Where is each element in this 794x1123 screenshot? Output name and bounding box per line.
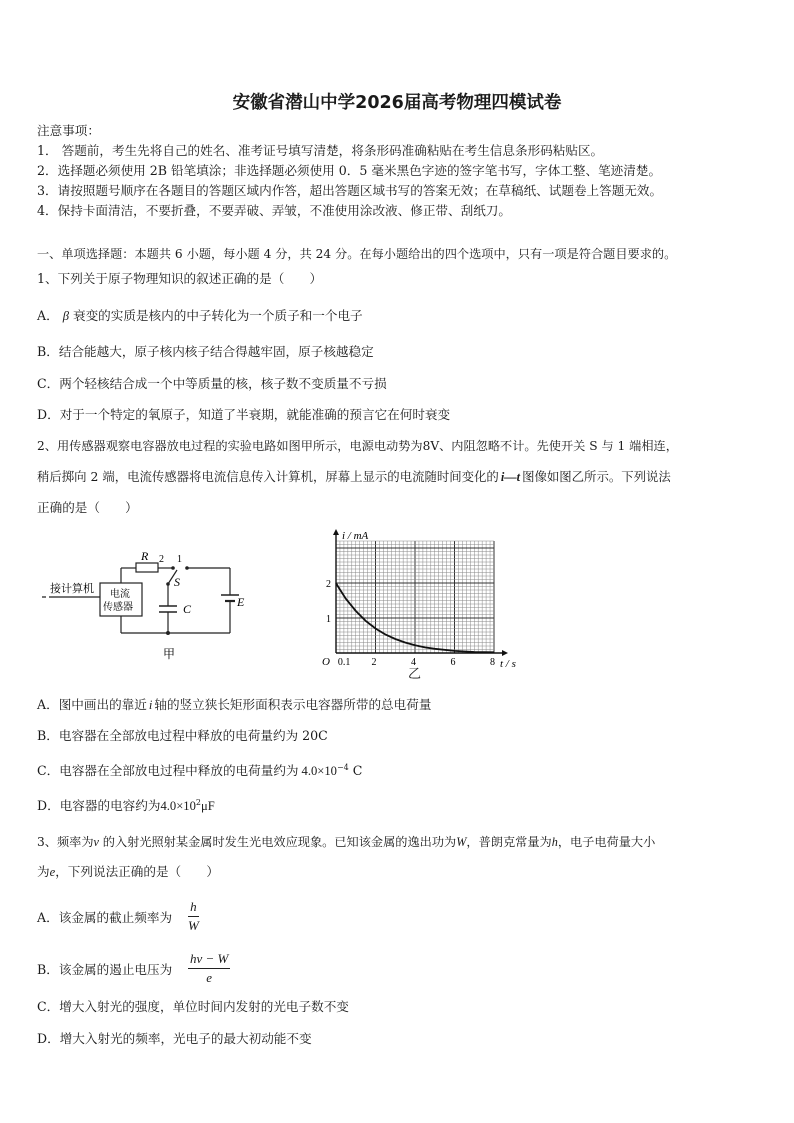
- q1-option-a: [37, 308, 363, 324]
- y-axis-label: i / mA: [342, 530, 369, 542]
- notice-item-2: 2．选择题必须使用 2B 铅笔填涂；非选择题必须使用 0．5 毫米黑色字迹的签字笔书写，字体工整、笔迹清楚。: [37, 163, 662, 178]
- fraction-numerator: hν − W: [188, 951, 230, 969]
- q1-option-a-label: A．: [37, 308, 59, 323]
- q3-stem-1d: ，电子电荷量大小: [557, 835, 656, 849]
- q2-stem-line2-a: 稍后掷向 2 端，电流传感器将电流信息传入计算机，屏幕上显示的电流随时间变化的: [37, 469, 499, 484]
- q2-option-d-value: 4.0×10: [160, 799, 196, 814]
- q1-option-a-text: 衰变的实质是核内的中子转化为一个质子和一个电子: [72, 308, 363, 323]
- q2-option-a-1: A．图中画出的靠近: [37, 697, 147, 712]
- q3-option-d: D．增大入射光的频率，光电子的最大初动能不变: [37, 1031, 312, 1046]
- chart-grid: [336, 541, 494, 653]
- nu-symbol: ν: [93, 835, 99, 849]
- computer-label: 接计算机: [50, 583, 94, 595]
- i-symbol: i: [148, 698, 153, 712]
- q3-stem-1b: 的入射光照射某金属时发生光电效应现象。已知该金属的逸出功为: [98, 835, 457, 849]
- label-E: E: [237, 595, 245, 609]
- q3-option-a-fraction: [188, 899, 199, 934]
- fraction-denominator: W: [188, 918, 199, 933]
- q1-stem: 1、下列关于原子物理知识的叙述正确的是（ ）: [37, 271, 323, 286]
- label-C: C: [183, 602, 192, 616]
- origin-label: O: [322, 656, 330, 668]
- q2-option-b: B．电容器在全部放电过程中释放的电荷量约为 20C: [37, 728, 328, 743]
- section-heading: 一、单项选择题：本题共 6 小题，每小题 4 分，共 24 分。在每小题给出的四个选项中，只有一项是符合题目要求的。: [37, 247, 677, 261]
- caption-jia: 甲: [163, 647, 176, 661]
- q2-stem-line2-b: 图像如图乙所示。下列说法: [522, 469, 671, 484]
- it-symbol: i—t: [500, 470, 521, 484]
- sensor-label-1: 电流: [110, 589, 130, 600]
- y-tick-label: 2: [326, 579, 331, 590]
- label-R: R: [141, 549, 149, 563]
- x-tick-label: 0.1: [337, 657, 351, 668]
- q2-option-c: [37, 760, 362, 779]
- q3-stem-1a: 3、频率为: [37, 835, 94, 849]
- q3-stem-2a: 为: [37, 864, 50, 879]
- q2-option-d-1: D．电容器的电容约为: [37, 798, 161, 814]
- label-S: S: [174, 575, 180, 589]
- x-tick-label: 6: [450, 657, 456, 668]
- q2-stem-line1: 2、用传感器观察电容器放电过程的实验电路如图甲所示，电源电动势为8V、内阻忽略不计。先使开关 S 与 1 端相连，: [37, 439, 678, 453]
- q2-option-c-value: 4.0×10: [301, 764, 337, 779]
- q1-option-c: C．两个轻核结合成一个中等质量的核，核子数不变质量不亏损: [37, 376, 387, 391]
- fraction-numerator: h: [188, 899, 199, 917]
- q2-option-a-2: 轴的竖立狭长矩形面积表示电容器所带的总电荷量: [154, 697, 432, 712]
- notice-heading: 注意事项：: [37, 123, 100, 138]
- e-symbol: e: [49, 865, 56, 879]
- q3-stem-line2: [37, 864, 219, 880]
- W-symbol: W: [456, 835, 467, 849]
- x-tick-label: 2: [371, 657, 377, 668]
- x-axis-label: t / s: [500, 658, 516, 670]
- caption-yi: 乙: [408, 667, 422, 682]
- q3-stem-2b: ，下列说法正确的是（ ）: [55, 864, 219, 879]
- notice-item-3: 3．请按照题号顺序在各题目的答题区域内作答，超出答题区域书写的答案无效；在草稿纸、试题卷上答题无效。: [37, 183, 663, 198]
- x-tick-label: 4: [411, 657, 416, 668]
- q3-stem-1c: ，普朗克常量为: [466, 835, 552, 849]
- q2-option-d-exponent: 2: [195, 798, 201, 807]
- current-time-chart: [312, 527, 532, 683]
- q2-option-c-exponent: −4: [336, 763, 349, 772]
- q3-stem-line1: [37, 834, 655, 850]
- q2-stem-line3: 正确的是（ ）: [37, 500, 138, 515]
- q3-option-b-fraction: [188, 951, 230, 986]
- q2-option-c-1: C．电容器在全部放电过程中释放的电荷量约为: [37, 763, 299, 779]
- q2-stem-line2: [37, 469, 671, 485]
- h-symbol: h: [551, 835, 558, 849]
- q2-option-d: [37, 795, 215, 814]
- resistor: [136, 563, 158, 572]
- fraction-denominator: e: [206, 970, 213, 985]
- q2-option-d-unit: μF: [201, 799, 215, 814]
- x-tick-label: 8: [490, 657, 495, 668]
- y-axis-arrow: [333, 529, 339, 535]
- label-2: 2: [159, 554, 164, 565]
- q1-option-d: D．对于一个特定的氧原子，知道了半衰期，就能准确的预言它在何时衰变: [37, 407, 451, 422]
- y-tick-label: 1: [326, 614, 331, 625]
- q1-option-b: B．结合能越大，原子核内核子结合得越牢固，原子核越稳定: [37, 344, 374, 359]
- notice-item-4: 4．保持卡面清洁，不要折叠，不要弄破、弄皱，不准使用涂改液、修正带、刮纸刀。: [37, 203, 511, 218]
- label-1: 1: [177, 554, 182, 565]
- q2-option-a: [37, 697, 431, 713]
- beta-symbol: β: [62, 309, 69, 323]
- sensor-label-2: 传感器: [103, 602, 133, 613]
- q3-option-b: B．该金属的遏止电压为: [37, 962, 173, 977]
- x-axis-arrow: [502, 650, 508, 656]
- notice-item-1: 1． 答题前，考生先将自己的姓名、准考证号填写清楚，将条形码准确粘贴在考生信息条形码粘贴区。: [37, 143, 604, 158]
- q3-option-a: A．该金属的截止频率为: [37, 910, 173, 925]
- exam-title: 安徽省潜山中学2026届高考物理四模试卷: [232, 93, 562, 113]
- circuit-diagram: [40, 548, 260, 668]
- q3-option-c: C．增大入射光的强度，单位时间内发射的光电子数不变: [37, 999, 349, 1014]
- q2-option-c-unit: C: [348, 763, 363, 779]
